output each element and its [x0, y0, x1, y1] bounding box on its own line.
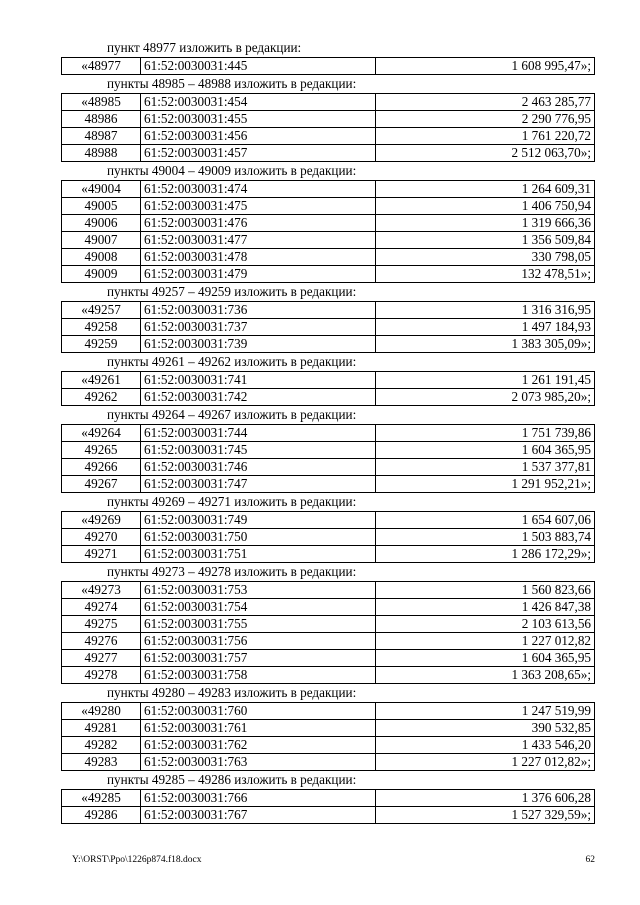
cadastral-value-cell: 1 247 519,99 — [376, 703, 595, 720]
amendment-table — [61, 789, 595, 824]
table-row — [62, 336, 595, 353]
amendment-heading: пункт 48977 изложить в редакции: — [107, 40, 302, 55]
cadastral-number-cell: 61:52:0030031:766 — [141, 790, 376, 807]
cadastral-value-cell: 1 376 606,28 — [376, 790, 595, 807]
cadastral-number-cell: 61:52:0030031:478 — [141, 249, 376, 266]
table-row — [62, 667, 595, 684]
cadastral-value-cell: 1 433 546,20 — [376, 737, 595, 754]
amendment-table — [61, 180, 595, 283]
cadastral-number-cell: 61:52:0030031:746 — [141, 459, 376, 476]
item-number-cell: 49275 — [62, 616, 141, 633]
cadastral-number-cell: 61:52:0030031:757 — [141, 650, 376, 667]
table-row — [62, 58, 595, 75]
cadastral-number-cell: 61:52:0030031:762 — [141, 737, 376, 754]
cadastral-number-cell: 61:52:0030031:455 — [141, 111, 376, 128]
cadastral-number-cell: 61:52:0030031:457 — [141, 145, 376, 162]
item-number-cell: «49264 — [62, 425, 141, 442]
table-row — [62, 529, 595, 546]
table-row — [62, 94, 595, 111]
item-number-cell: «49269 — [62, 512, 141, 529]
cadastral-value-cell: 1 291 952,21»; — [376, 476, 595, 493]
cadastral-value-cell: 1 527 329,59»; — [376, 807, 595, 824]
table-row — [62, 476, 595, 493]
item-number-cell: 49267 — [62, 476, 141, 493]
cadastral-number-cell: 61:52:0030031:747 — [141, 476, 376, 493]
cadastral-value-cell: 1 383 305,09»; — [376, 336, 595, 353]
cadastral-value-cell: 1 604 365,95 — [376, 650, 595, 667]
item-number-cell: 49276 — [62, 633, 141, 650]
table-row — [62, 546, 595, 563]
footer-file-path: Y:\ORST\Ppo\1226p874.f18.docx — [72, 855, 202, 865]
table-row — [62, 737, 595, 754]
cadastral-number-cell: 61:52:0030031:739 — [141, 336, 376, 353]
cadastral-value-cell: 1 608 995,47»; — [376, 58, 595, 75]
cadastral-number-cell: 61:52:0030031:751 — [141, 546, 376, 563]
cadastral-number-cell: 61:52:0030031:475 — [141, 198, 376, 215]
cadastral-number-cell: 61:52:0030031:456 — [141, 128, 376, 145]
table-row — [62, 425, 595, 442]
item-number-cell: 48986 — [62, 111, 141, 128]
table-row — [62, 181, 595, 198]
cadastral-number-cell: 61:52:0030031:767 — [141, 807, 376, 824]
cadastral-value-cell: 1 227 012,82 — [376, 633, 595, 650]
cadastral-number-cell: 61:52:0030031:741 — [141, 372, 376, 389]
cadastral-value-cell: 1 503 883,74 — [376, 529, 595, 546]
item-number-cell: 49007 — [62, 232, 141, 249]
cadastral-number-cell: 61:52:0030031:474 — [141, 181, 376, 198]
item-number-cell: 49265 — [62, 442, 141, 459]
item-number-cell: 49282 — [62, 737, 141, 754]
item-number-cell: 49008 — [62, 249, 141, 266]
cadastral-value-cell: 1 261 191,45 — [376, 372, 595, 389]
table-row — [62, 319, 595, 336]
table-row — [62, 389, 595, 406]
table-row — [62, 633, 595, 650]
table-row — [62, 128, 595, 145]
item-number-cell: 49283 — [62, 754, 141, 771]
amendment-table — [61, 511, 595, 563]
cadastral-value-cell: 1 363 208,65»; — [376, 667, 595, 684]
amendment-heading: пункты 49257 – 49259 изложить в редакции: — [107, 284, 357, 299]
cadastral-value-cell: 1 319 666,36 — [376, 215, 595, 232]
table-row — [62, 703, 595, 720]
table-row — [62, 145, 595, 162]
cadastral-value-cell: 390 532,85 — [376, 720, 595, 737]
item-number-cell: 49270 — [62, 529, 141, 546]
amendment-table — [61, 57, 595, 75]
cadastral-value-cell: 2 463 285,77 — [376, 94, 595, 111]
table-row — [62, 111, 595, 128]
item-number-cell: «49257 — [62, 302, 141, 319]
item-number-cell: 49259 — [62, 336, 141, 353]
item-number-cell: 48987 — [62, 128, 141, 145]
table-row — [62, 302, 595, 319]
table-row — [62, 599, 595, 616]
cadastral-value-cell: 132 478,51»; — [376, 266, 595, 283]
cadastral-number-cell: 61:52:0030031:737 — [141, 319, 376, 336]
table-row — [62, 198, 595, 215]
table-row — [62, 215, 595, 232]
cadastral-number-cell: 61:52:0030031:750 — [141, 529, 376, 546]
cadastral-value-cell: 1 751 739,86 — [376, 425, 595, 442]
cadastral-value-cell: 2 512 063,70»; — [376, 145, 595, 162]
amendment-table — [61, 301, 595, 353]
item-number-cell: 49278 — [62, 667, 141, 684]
item-number-cell: 48988 — [62, 145, 141, 162]
item-number-cell: 49281 — [62, 720, 141, 737]
item-number-cell: 49258 — [62, 319, 141, 336]
table-row — [62, 754, 595, 771]
item-number-cell: «49273 — [62, 582, 141, 599]
cadastral-value-cell: 1 654 607,06 — [376, 512, 595, 529]
table-row — [62, 720, 595, 737]
table-row — [62, 650, 595, 667]
cadastral-value-cell: 1 356 509,84 — [376, 232, 595, 249]
amendment-table — [61, 702, 595, 771]
cadastral-value-cell: 2 290 776,95 — [376, 111, 595, 128]
item-number-cell: 49266 — [62, 459, 141, 476]
amendment-heading: пункты 49269 – 49271 изложить в редакции: — [107, 494, 357, 509]
cadastral-number-cell: 61:52:0030031:479 — [141, 266, 376, 283]
item-number-cell: «48977 — [62, 58, 141, 75]
item-number-cell: 49262 — [62, 389, 141, 406]
cadastral-number-cell: 61:52:0030031:758 — [141, 667, 376, 684]
table-row — [62, 249, 595, 266]
amendment-heading: пункты 48985 – 48988 изложить в редакции: — [107, 76, 357, 91]
amendment-table — [61, 424, 595, 493]
table-row — [62, 582, 595, 599]
table-row — [62, 512, 595, 529]
cadastral-value-cell: 1 406 750,94 — [376, 198, 595, 215]
cadastral-number-cell: 61:52:0030031:760 — [141, 703, 376, 720]
cadastral-value-cell: 1 316 316,95 — [376, 302, 595, 319]
cadastral-number-cell: 61:52:0030031:736 — [141, 302, 376, 319]
cadastral-number-cell: 61:52:0030031:476 — [141, 215, 376, 232]
cadastral-value-cell: 1 537 377,81 — [376, 459, 595, 476]
cadastral-value-cell: 2 103 613,56 — [376, 616, 595, 633]
cadastral-number-cell: 61:52:0030031:742 — [141, 389, 376, 406]
cadastral-number-cell: 61:52:0030031:745 — [141, 442, 376, 459]
table-row — [62, 266, 595, 283]
item-number-cell: «48985 — [62, 94, 141, 111]
cadastral-value-cell: 1 264 609,31 — [376, 181, 595, 198]
cadastral-number-cell: 61:52:0030031:477 — [141, 232, 376, 249]
cadastral-value-cell: 1 497 184,93 — [376, 319, 595, 336]
amendment-table — [61, 371, 595, 406]
item-number-cell: 49006 — [62, 215, 141, 232]
cadastral-value-cell: 2 073 985,20»; — [376, 389, 595, 406]
item-number-cell: 49286 — [62, 807, 141, 824]
item-number-cell: 49277 — [62, 650, 141, 667]
item-number-cell: 49005 — [62, 198, 141, 215]
table-row — [62, 790, 595, 807]
table-row — [62, 459, 595, 476]
cadastral-number-cell: 61:52:0030031:445 — [141, 58, 376, 75]
cadastral-value-cell: 1 604 365,95 — [376, 442, 595, 459]
amendment-table — [61, 581, 595, 684]
cadastral-value-cell: 1 761 220,72 — [376, 128, 595, 145]
cadastral-number-cell: 61:52:0030031:753 — [141, 582, 376, 599]
cadastral-value-cell: 1 426 847,38 — [376, 599, 595, 616]
item-number-cell: «49285 — [62, 790, 141, 807]
amendment-heading: пункты 49261 – 49262 изложить в редакции: — [107, 354, 357, 369]
cadastral-number-cell: 61:52:0030031:763 — [141, 754, 376, 771]
cadastral-number-cell: 61:52:0030031:755 — [141, 616, 376, 633]
amendment-heading: пункты 49004 – 49009 изложить в редакции: — [107, 163, 357, 178]
cadastral-number-cell: 61:52:0030031:744 — [141, 425, 376, 442]
item-number-cell: 49274 — [62, 599, 141, 616]
item-number-cell: «49261 — [62, 372, 141, 389]
page-number: 62 — [585, 855, 595, 865]
item-number-cell: «49004 — [62, 181, 141, 198]
amendment-heading: пункты 49285 – 49286 изложить в редакции: — [107, 772, 357, 787]
cadastral-value-cell: 1 227 012,82»; — [376, 754, 595, 771]
cadastral-number-cell: 61:52:0030031:761 — [141, 720, 376, 737]
table-row — [62, 807, 595, 824]
table-row — [62, 372, 595, 389]
amendment-table — [61, 93, 595, 162]
amendment-heading: пункты 49264 – 49267 изложить в редакции: — [107, 407, 357, 422]
table-row — [62, 232, 595, 249]
cadastral-value-cell: 1 286 172,29»; — [376, 546, 595, 563]
cadastral-number-cell: 61:52:0030031:754 — [141, 599, 376, 616]
document-body — [61, 39, 595, 824]
item-number-cell: 49009 — [62, 266, 141, 283]
cadastral-number-cell: 61:52:0030031:756 — [141, 633, 376, 650]
cadastral-value-cell: 330 798,05 — [376, 249, 595, 266]
amendment-heading: пункты 49280 – 49283 изложить в редакции: — [107, 685, 357, 700]
cadastral-number-cell: 61:52:0030031:749 — [141, 512, 376, 529]
table-row — [62, 616, 595, 633]
cadastral-number-cell: 61:52:0030031:454 — [141, 94, 376, 111]
item-number-cell: «49280 — [62, 703, 141, 720]
cadastral-value-cell: 1 560 823,66 — [376, 582, 595, 599]
table-row — [62, 442, 595, 459]
item-number-cell: 49271 — [62, 546, 141, 563]
amendment-heading: пункты 49273 – 49278 изложить в редакции: — [107, 564, 357, 579]
